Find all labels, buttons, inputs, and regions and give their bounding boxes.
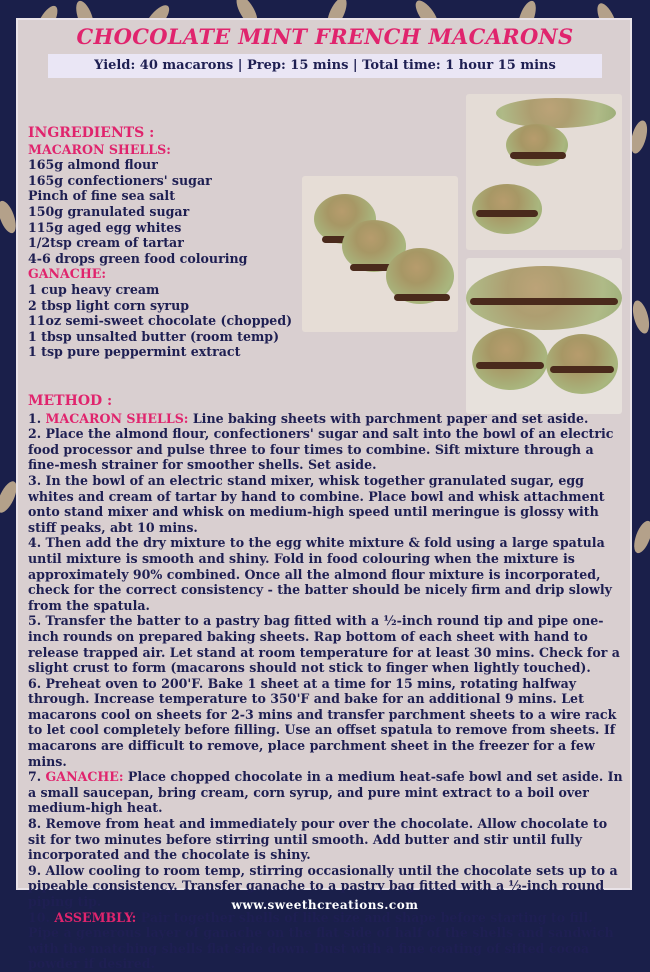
macaron-shells-heading: MACARON SHELLS: — [28, 141, 171, 157]
ingredient-item: 1/2tsp cream of tartar — [28, 235, 184, 251]
macaron-photo-row — [302, 176, 458, 332]
method-step: 1. MACARON SHELLS: Line baking sheets with parchment paper and set aside. — [28, 410, 589, 426]
ingredient-item: 1 cup heavy cream — [28, 281, 160, 297]
footer-website[interactable]: www.sweethcreations.com — [231, 898, 419, 912]
ingredient-item: 165g almond flour — [28, 157, 158, 173]
macaron-photo-line — [466, 258, 622, 414]
ingredients-section — [28, 126, 308, 360]
ingredient-item: 2 tbsp light corn syrup — [28, 297, 190, 313]
method-step: 3. In the bowl of an electric stand mixer, whisk together granulated sugar, egg whites and cream of tartar by hand to combine. Place bowl and whisk attachment onto stand mixer and whisk on medium-high speed until meringue is glossy with stiff peaks, abt 10 mins. — [28, 472, 605, 535]
ingredient-item: 150g granulated sugar — [28, 203, 190, 219]
ingredient-item: 11oz semi-sweet chocolate (chopped) — [28, 313, 293, 329]
method-step: 6. Preheat oven to 200'F. Bake 1 sheet at a time for 15 mins, rotating halfway through. Increase temperature to 350'F and bake for an additional 9 mins. Let macarons cool on sheets for 2-3 mins and transfer parchment sheets to a wire rack to let cool completely before filling. Use an offset spatula to remove from sheets. If macarons are difficult to remove, place parchment sheet in the freezer for a few mins. — [28, 675, 617, 769]
ingredient-item: 1 tbsp unsalted butter (room temp) — [28, 328, 280, 344]
ganache-heading: GANACHE: — [28, 266, 106, 282]
ingredient-item: 115g aged egg whites — [28, 219, 182, 235]
method-step: 4. Then add the dry mixture to the egg white mixture & fold using a large spatula until mixture is smooth and shiny. Fold in food colouring when the mixture is approximately 90% combined. Once all the almond flour mixture is incorporated, check for the correct consistency - the batter should be nicely firm and drip slowly from the spatula. — [28, 535, 612, 613]
yield-bar: Yield: 40 macarons | Prep: 15 mins | Total time: 1 hour 15 mins — [48, 54, 602, 78]
macaron-photo-stack — [466, 94, 622, 250]
method-step: 5. Transfer the batter to a pastry bag fitted with a ½-inch round tip and pipe one-inch rounds on prepared baking sheets. Rap bottom of each sheet with hand to release trapped air. Let stand at room temperature for at least 30 mins. Check for a slight crust to form (macarons should not stick to finger when lightly touched). — [28, 613, 620, 676]
ingredient-item: 165g confectioners' sugar — [28, 172, 212, 188]
method-heading: METHOD : — [28, 393, 113, 409]
method-step: 7. GANACHE: Place chopped chocolate in a medium heat-safe bowl and set aside. In a small saucepan, bring cream, corn syrup, and pure mint extract to a boil over medium-high heat. — [28, 769, 623, 816]
ingredient-item: Pinch of fine sea salt — [28, 188, 176, 204]
recipe-title: CHOCOLATE MINT FRENCH MACARONS — [76, 24, 574, 49]
method-step: 10. ASSEMBLY: Pair together shells of like size and shape before starting to fill. Pipe a generous layer of ganache on the flat side of half of the shells and sandwich with the matching shells flat side down. Dust with a fine coating of sifted cocoa powder if desired. — [28, 909, 614, 972]
method-step: 9. Allow cooling to room temp, stirring occasionally until the chocolate sets up to a pipeable consistency. Transfer ganache to a pastry bag fitted with a ½-inch round piping tip. — [28, 862, 618, 909]
ingredient-item: 1 tsp pure peppermint extract — [28, 344, 241, 360]
method-step: 2. Place the almond flour, confectioners' sugar and salt into the bowl of an electric food processor and pulse three to four times to combine. Sift mixture through a fine-mesh strainer for smoother shells. Set aside. — [28, 426, 614, 473]
method-step: 8. Remove from heat and immediately pour over the chocolate. Allow chocolate to sit for two minutes before stirring until smooth. Add butter and stir until fully incorporated and the chocolate is shiny. — [28, 816, 608, 863]
method-section — [28, 394, 628, 972]
ingredients-heading: INGREDIENTS : — [28, 125, 155, 141]
ingredient-item: 4-6 drops green food colouring — [28, 250, 248, 266]
